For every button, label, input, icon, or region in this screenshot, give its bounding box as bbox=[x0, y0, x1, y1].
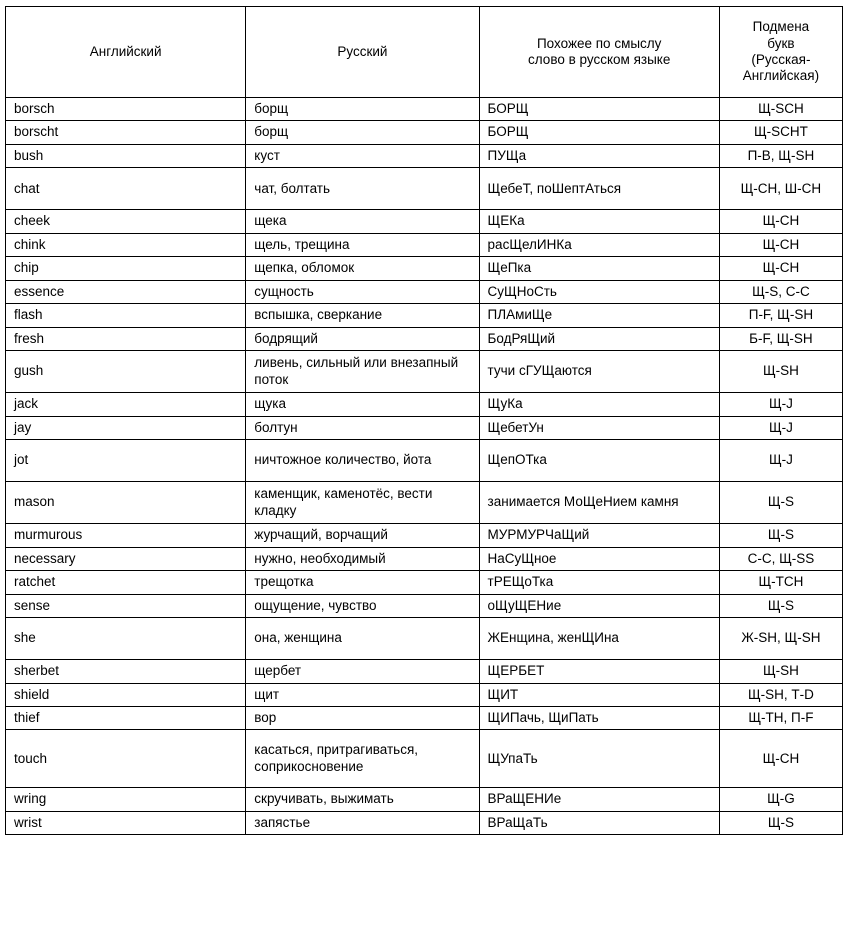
cell-russian: скручивать, выжимать bbox=[246, 788, 479, 811]
cell-letter-substitution: Щ-J bbox=[719, 393, 842, 416]
cell-russian: болтун bbox=[246, 416, 479, 439]
table-row bbox=[6, 571, 843, 594]
cell-similar-word: СуЩНоСть bbox=[479, 280, 719, 303]
cell-similar-word: МУРМУРЧаЩий bbox=[479, 524, 719, 547]
cell-english: fresh bbox=[6, 327, 246, 350]
table-row bbox=[6, 304, 843, 327]
cell-similar-word: ЩЕКа bbox=[479, 210, 719, 233]
cell-similar-word: тРЕЩоТка bbox=[479, 571, 719, 594]
cell-russian: чат, болтать bbox=[246, 168, 479, 210]
column-header-letter-substitution-line2: букв bbox=[767, 35, 795, 51]
cell-russian: бодрящий bbox=[246, 327, 479, 350]
column-header-similar-word-line1: Похожее по смыслу bbox=[536, 35, 662, 51]
cell-similar-word: оЩуЩЕНие bbox=[479, 594, 719, 617]
column-header-letter-substitution-line1: Подмена bbox=[752, 19, 810, 35]
cell-letter-substitution: Щ-S bbox=[719, 482, 842, 524]
table-row bbox=[6, 144, 843, 167]
cell-letter-substitution: Щ-CH bbox=[719, 210, 842, 233]
table-row bbox=[6, 524, 843, 547]
cell-russian: щепка, обломок bbox=[246, 257, 479, 280]
cell-similar-word: ЩУпаТь bbox=[479, 730, 719, 788]
cell-russian: запястье bbox=[246, 811, 479, 834]
cell-letter-substitution: Щ-TH, П-F bbox=[719, 706, 842, 729]
table-row bbox=[6, 482, 843, 524]
cell-russian: щель, трещина bbox=[246, 233, 479, 256]
cell-similar-word: ЩебеТ, поШептАться bbox=[479, 168, 719, 210]
cell-similar-word: ВРаЩаТь bbox=[479, 811, 719, 834]
cell-letter-substitution: Б-F, Щ-SH bbox=[719, 327, 842, 350]
cell-russian: ощущение, чувство bbox=[246, 594, 479, 617]
cell-russian: ливень, сильный или внезапный поток bbox=[246, 351, 479, 393]
cell-letter-substitution: С-С, Щ-SS bbox=[719, 547, 842, 570]
cell-letter-substitution: П-В, Щ-SH bbox=[719, 144, 842, 167]
cell-russian: щека bbox=[246, 210, 479, 233]
column-header-letter-substitution-line4: Английская) bbox=[742, 68, 820, 84]
cell-english: chat bbox=[6, 168, 246, 210]
cell-english: essence bbox=[6, 280, 246, 303]
cell-letter-substitution: Щ-S bbox=[719, 524, 842, 547]
table-row bbox=[6, 416, 843, 439]
cell-english: bush bbox=[6, 144, 246, 167]
cell-english: sense bbox=[6, 594, 246, 617]
cell-similar-word: ЩеПка bbox=[479, 257, 719, 280]
cell-similar-word: ПЛАмиЩе bbox=[479, 304, 719, 327]
cell-letter-substitution: Щ-S bbox=[719, 594, 842, 617]
cell-similar-word: расЩелИНКа bbox=[479, 233, 719, 256]
cell-similar-word: БОРЩ bbox=[479, 98, 719, 121]
cell-russian: сущность bbox=[246, 280, 479, 303]
table-row bbox=[6, 121, 843, 144]
table-row bbox=[6, 233, 843, 256]
cell-similar-word: ВРаЩЕНИе bbox=[479, 788, 719, 811]
cell-similar-word: БОРЩ bbox=[479, 121, 719, 144]
cell-english: cheek bbox=[6, 210, 246, 233]
header-row bbox=[6, 7, 843, 98]
cell-english: chink bbox=[6, 233, 246, 256]
cell-similar-word: ЩуКа bbox=[479, 393, 719, 416]
column-header-similar-word bbox=[479, 7, 719, 98]
table-row bbox=[6, 660, 843, 683]
cell-russian: вспышка, сверкание bbox=[246, 304, 479, 327]
cell-english: thief bbox=[6, 706, 246, 729]
cell-similar-word: занимается МоЩеНием камня bbox=[479, 482, 719, 524]
cell-english: jot bbox=[6, 440, 246, 482]
cell-russian: каменщик, каменотёс, вести кладку bbox=[246, 482, 479, 524]
cell-russian: борщ bbox=[246, 121, 479, 144]
cell-russian: щит bbox=[246, 683, 479, 706]
cell-english: borscht bbox=[6, 121, 246, 144]
table-row bbox=[6, 210, 843, 233]
cell-russian: нужно, необходимый bbox=[246, 547, 479, 570]
cell-russian: трещотка bbox=[246, 571, 479, 594]
column-header-english: Английский bbox=[6, 7, 246, 98]
etymology-table bbox=[5, 6, 843, 835]
table-row bbox=[6, 351, 843, 393]
cell-letter-substitution: Щ-J bbox=[719, 440, 842, 482]
cell-letter-substitution: Щ-SH bbox=[719, 660, 842, 683]
column-header-letter-substitution-line3: (Русская- bbox=[751, 52, 811, 67]
cell-english: chip bbox=[6, 257, 246, 280]
cell-letter-substitution: Щ-SCH bbox=[719, 98, 842, 121]
table-row bbox=[6, 280, 843, 303]
cell-english: necessary bbox=[6, 547, 246, 570]
cell-english: gush bbox=[6, 351, 246, 393]
cell-russian: щербет bbox=[246, 660, 479, 683]
cell-english: sherbet bbox=[6, 660, 246, 683]
cell-english: touch bbox=[6, 730, 246, 788]
cell-letter-substitution: Щ-SH, Т-D bbox=[719, 683, 842, 706]
cell-russian: она, женщина bbox=[246, 618, 479, 660]
table-row bbox=[6, 811, 843, 834]
cell-similar-word: ЩИТ bbox=[479, 683, 719, 706]
cell-russian: журчащий, ворчащий bbox=[246, 524, 479, 547]
table-header bbox=[6, 7, 843, 98]
cell-letter-substitution: Щ-J bbox=[719, 416, 842, 439]
cell-similar-word: ПУЩа bbox=[479, 144, 719, 167]
cell-similar-word: ЖЕнщина, женЩИна bbox=[479, 618, 719, 660]
table-row bbox=[6, 393, 843, 416]
cell-russian: борщ bbox=[246, 98, 479, 121]
table-row bbox=[6, 168, 843, 210]
cell-english: shield bbox=[6, 683, 246, 706]
cell-letter-substitution: Щ-G bbox=[719, 788, 842, 811]
column-header-letter-substitution bbox=[719, 7, 842, 98]
table-row bbox=[6, 257, 843, 280]
cell-similar-word: ЩепОТка bbox=[479, 440, 719, 482]
cell-similar-word: ЩИПачь, ЩиПать bbox=[479, 706, 719, 729]
table-row bbox=[6, 618, 843, 660]
cell-similar-word: тучи сГУЩаются bbox=[479, 351, 719, 393]
cell-english: flash bbox=[6, 304, 246, 327]
cell-russian: ничтожное количество, йота bbox=[246, 440, 479, 482]
cell-english: ratchet bbox=[6, 571, 246, 594]
cell-similar-word: НаСуЩное bbox=[479, 547, 719, 570]
column-header-similar-word-line2: слово в русском языке bbox=[528, 52, 671, 67]
table-row bbox=[6, 788, 843, 811]
cell-letter-substitution: Щ-S, С-C bbox=[719, 280, 842, 303]
cell-russian: куст bbox=[246, 144, 479, 167]
cell-letter-substitution: Щ-TCH bbox=[719, 571, 842, 594]
cell-letter-substitution: П-F, Щ-SH bbox=[719, 304, 842, 327]
table-row bbox=[6, 327, 843, 350]
table-row bbox=[6, 98, 843, 121]
cell-letter-substitution: Щ-SCHT bbox=[719, 121, 842, 144]
table-row bbox=[6, 547, 843, 570]
cell-similar-word: ЩебетУн bbox=[479, 416, 719, 439]
cell-english: borsch bbox=[6, 98, 246, 121]
cell-letter-substitution: Щ-CH bbox=[719, 233, 842, 256]
table-row bbox=[6, 440, 843, 482]
cell-english: jay bbox=[6, 416, 246, 439]
cell-letter-substitution: Щ-CH bbox=[719, 730, 842, 788]
table-row bbox=[6, 706, 843, 729]
table-row bbox=[6, 730, 843, 788]
cell-russian: касаться, притрагиваться, соприкосновение bbox=[246, 730, 479, 788]
cell-letter-substitution: Щ-CH bbox=[719, 257, 842, 280]
cell-similar-word: ЩЕРБЕТ bbox=[479, 660, 719, 683]
cell-english: wrist bbox=[6, 811, 246, 834]
cell-english: mason bbox=[6, 482, 246, 524]
column-header-russian: Русский bbox=[246, 7, 479, 98]
cell-letter-substitution: Щ-S bbox=[719, 811, 842, 834]
cell-russian: щука bbox=[246, 393, 479, 416]
cell-similar-word: БодРяЩий bbox=[479, 327, 719, 350]
table-row bbox=[6, 683, 843, 706]
cell-english: murmurous bbox=[6, 524, 246, 547]
cell-english: she bbox=[6, 618, 246, 660]
cell-letter-substitution: Ж-SH, Щ-SH bbox=[719, 618, 842, 660]
table-row bbox=[6, 594, 843, 617]
cell-russian: вор bbox=[246, 706, 479, 729]
cell-letter-substitution: Щ-SH bbox=[719, 351, 842, 393]
cell-letter-substitution: Щ-CH, Ш-CH bbox=[719, 168, 842, 210]
cell-english: wring bbox=[6, 788, 246, 811]
table-body bbox=[6, 98, 843, 835]
cell-english: jack bbox=[6, 393, 246, 416]
